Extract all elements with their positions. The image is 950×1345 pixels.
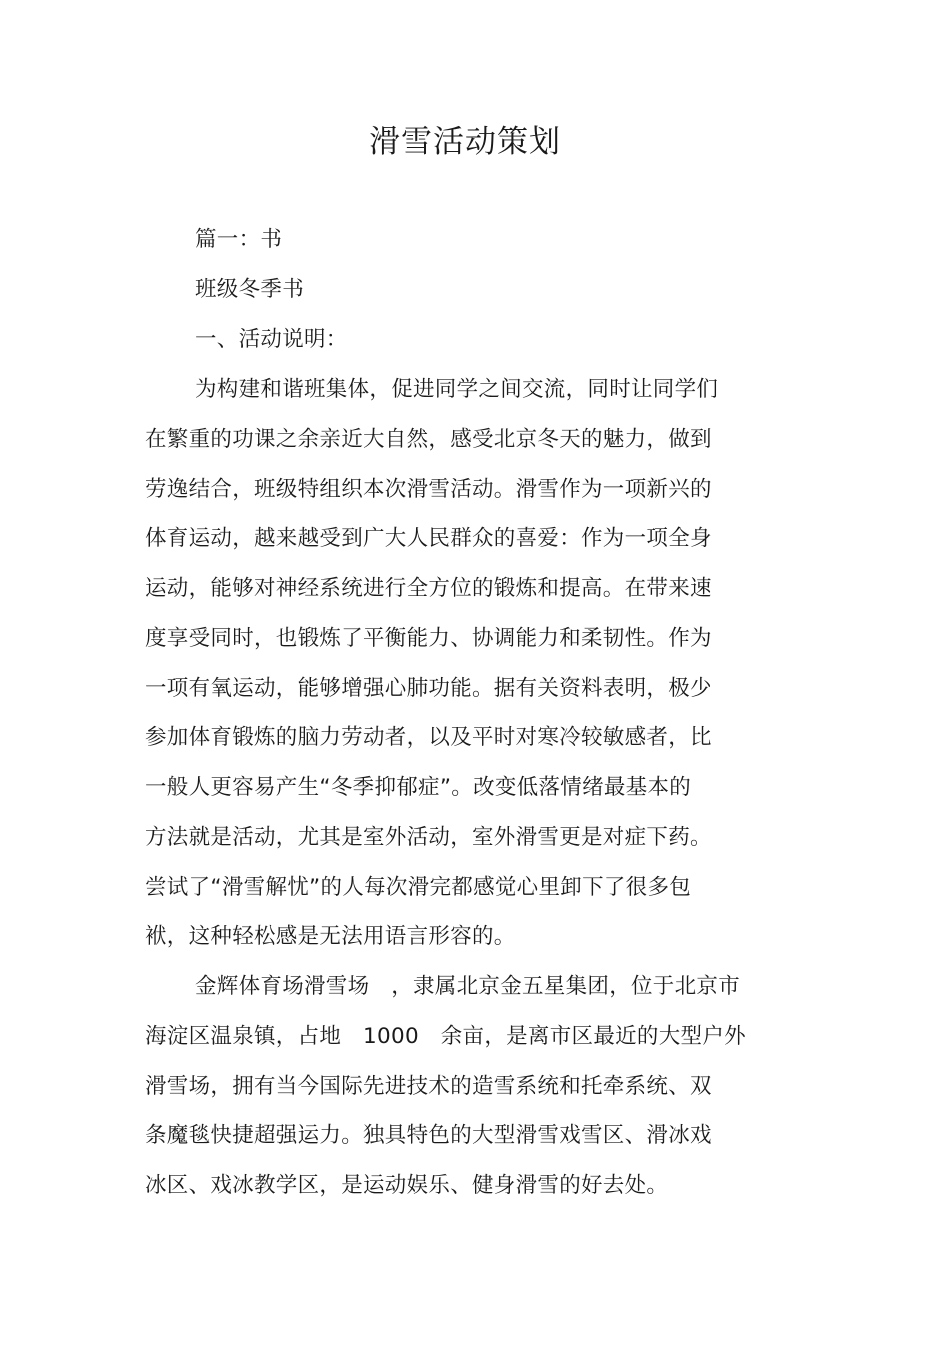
section-heading: 一、活动说明： (195, 327, 348, 352)
paragraph-line: 一项有氧运动，能够增强心肺功能。据有关资料表明，极少 (145, 676, 712, 701)
paragraph-line: 金辉体育场滑雪场 ，隶属北京金五星集团，位于北京市 (195, 974, 741, 999)
paragraph-line: 运动，能够对神经系统进行全方位的锻炼和提高。在带来速 (145, 576, 712, 601)
paragraph-line: 劳逸结合，班级特组织本次滑雪活动。滑雪作为一项新兴的 (145, 477, 712, 502)
paragraph-line: 度享受同时，也锻炼了平衡能力、协调能力和柔韧性。作为 (145, 626, 712, 651)
paragraph-line: 为构建和谐班集体，促进同学之间交流，同时让同学们 (195, 377, 719, 402)
paragraph-line: 参加体育锻炼的脑力劳动者，以及平时对寒冷较敏感者，比 (145, 725, 712, 750)
paragraph-line: 在繁重的功课之余亲近大自然，感受北京冬天的魅力，做到 (145, 427, 712, 452)
subtitle: 班级冬季书 (195, 277, 305, 302)
paragraph-line: 体育运动，越来越受到广大人民群众的喜爱：作为一项全身 (145, 526, 712, 551)
paragraph-line: 方法就是活动，尤其是室外活动，室外滑雪更是对症下药。 (145, 825, 712, 850)
paragraph-line: 冰区、戏冰教学区，是运动娱乐、健身滑雪的好去处。 (145, 1173, 669, 1198)
section-heading: 篇一：书 (195, 227, 283, 252)
paragraph-line: 一般人更容易产生“冬季抑郁症”。改变低落情绪最基本的 (145, 775, 692, 800)
paragraph-line: 袱，这种轻松感是无法用语言形容的。 (145, 924, 516, 949)
paragraph-line: 海淀区温泉镇，占地 1000 余亩，是离市区最近的大型户外 (145, 1024, 746, 1049)
paragraph-line: 尝试了“滑雪解忧”的人每次滑完都感觉心里卸下了很多包 (145, 875, 692, 900)
paragraph-line: 条魔毯快捷超强运力。独具特色的大型滑雪戏雪区、滑冰戏 (145, 1123, 712, 1148)
paragraph-line: 滑雪场，拥有当今国际先进技术的造雪系统和托牵系统、双 (145, 1074, 712, 1099)
document-title: 滑雪活动策划 (369, 124, 561, 160)
